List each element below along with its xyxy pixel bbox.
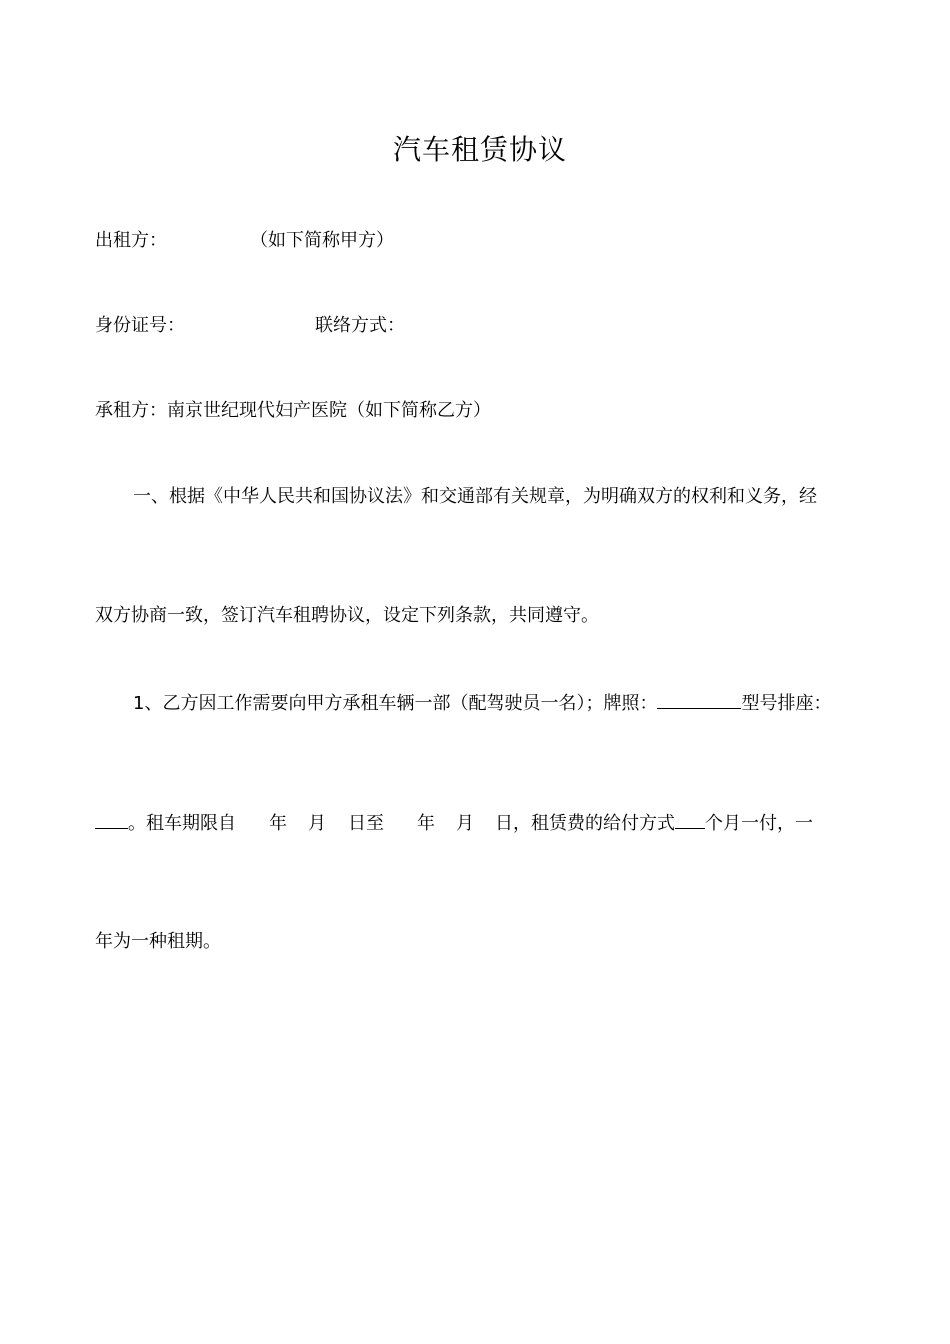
lessor-label: 出租方：	[95, 230, 167, 251]
document-title: 汽车租赁协议	[392, 133, 567, 166]
end-year-label: 年	[417, 813, 435, 834]
start-year-label: 年	[269, 813, 287, 834]
model-seats-label: 型号排座：	[741, 693, 832, 714]
end-month-label: 月	[456, 813, 474, 834]
clause-1-line-2	[95, 810, 813, 836]
payment-months-blank	[675, 810, 705, 829]
rental-period-label: 。租车期限自	[128, 813, 236, 834]
start-day-to-label: 日至	[348, 813, 384, 834]
paragraph-1-line-2: 双方协商一致，签订汽车租聘协议，设定下列条款，共同遵守。	[95, 605, 599, 626]
paragraph-1-line-1: 一、根据《中华人民共和国协议法》和交通部有关规章，为明确双方的权利和义务，经	[133, 486, 817, 507]
lessor-line	[95, 229, 394, 253]
lessor-suffix: （如下简称甲方）	[250, 230, 394, 251]
lessee-line: 承租方：南京世纪现代妇产医院（如下简称乙方）	[95, 400, 491, 421]
start-month-label: 月	[308, 813, 326, 834]
id-number-label: 身份证号：	[95, 315, 185, 336]
payment-method-label: 日，租赁费的给付方式	[495, 813, 675, 834]
clause-1-line-3: 年为一种租期。	[95, 931, 221, 952]
clause-1-line-1	[133, 690, 831, 716]
payment-period-label: 个月一付，一	[705, 813, 813, 834]
id-contact-line	[95, 314, 405, 338]
clause-1-text: 1、乙方因工作需要向甲方承租车辆一部（配驾驶员一名）；牌照：	[133, 693, 658, 714]
seats-blank	[95, 810, 128, 829]
contact-label: 联络方式：	[315, 315, 405, 336]
license-plate-blank	[657, 690, 741, 709]
